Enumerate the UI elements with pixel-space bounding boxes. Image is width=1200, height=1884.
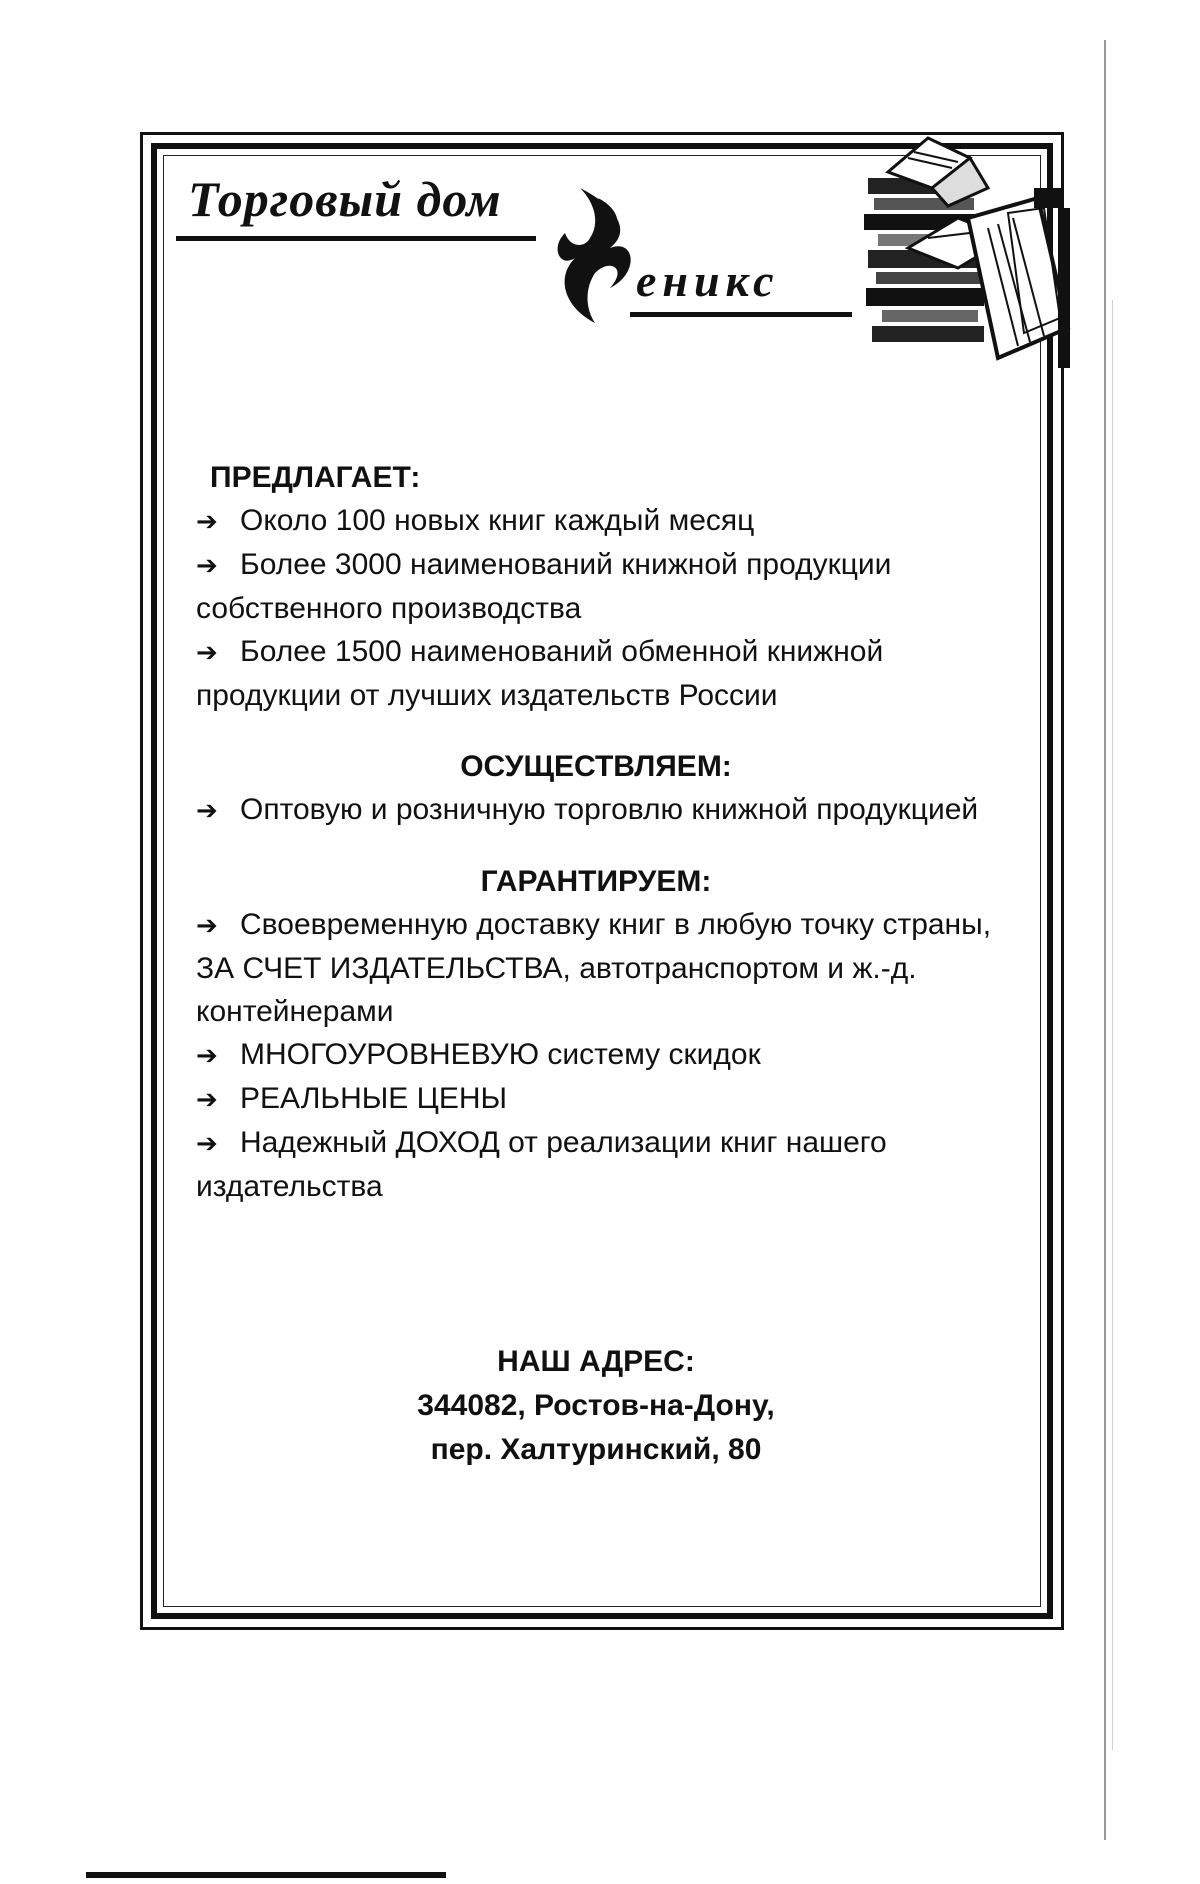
brand-underline-1 [176, 236, 536, 241]
guarantee-item-text: Надежный ДОХОД от реализации книг нашего издательства [196, 1126, 887, 1203]
brand-title-line2: еникс [636, 255, 780, 306]
offer-item-text: Более 1500 наименований обменной книжной продукции от лучших издательств России [196, 635, 884, 712]
brand-title-line1: Торговый дом [188, 171, 502, 227]
list-item [196, 499, 996, 543]
activity-item-text: Оптовую и розничную торговлю книжной продукцией [240, 793, 979, 826]
books-and-lamp-icon [848, 128, 1088, 368]
list-item [196, 1077, 996, 1121]
address-line-1: 344082, Ростов-на-Дону, [417, 1389, 775, 1422]
page-edge-line [1104, 40, 1106, 1840]
guarantee-item-text: РЕАЛЬНЫЕ ЦЕНЫ [240, 1082, 508, 1115]
offer-item-text: Около 100 новых книг каждый месяц [240, 504, 755, 537]
right-arrow-icon: ➔ [196, 1084, 218, 1114]
right-arrow-icon: ➔ [196, 1128, 218, 1158]
right-arrow-icon: ➔ [196, 795, 218, 825]
list-item [196, 630, 996, 717]
right-arrow-icon: ➔ [196, 550, 218, 580]
page-edge-line-secondary [1112, 300, 1113, 1750]
right-arrow-icon: ➔ [196, 1040, 218, 1070]
right-arrow-icon: ➔ [196, 637, 218, 667]
activities-heading: ОСУЩЕСТВЛЯЕМ: [460, 750, 732, 783]
list-item [196, 1121, 996, 1208]
list-item [196, 543, 996, 630]
advertisement-body [196, 456, 996, 1208]
list-item [196, 788, 996, 832]
address-block [196, 1340, 996, 1472]
right-arrow-icon: ➔ [196, 506, 218, 536]
list-item [196, 1033, 996, 1077]
list-item [196, 903, 996, 1033]
right-arrow-icon: ➔ [196, 910, 218, 940]
phoenix-logo-icon [540, 178, 650, 328]
address-heading: НАШ АДРЕС: [497, 1345, 695, 1378]
address-line-2: пер. Халтуринский, 80 [430, 1433, 762, 1466]
brand-underline-2 [630, 312, 852, 317]
guarantee-item-text: Своевременную доставку книг в любую точку страны, ЗА СЧЕТ ИЗДАТЕЛЬСТВА, автотранспортом и ж.-д. контейнерами [196, 908, 992, 1028]
guarantees-heading: ГАРАНТИРУЕМ: [480, 865, 712, 898]
page-bottom-rule [86, 1872, 446, 1878]
offer-item-text: Более 3000 наименований книжной продукции собственного производства [196, 548, 892, 625]
guarantee-item-text: МНОГОУРОВНЕВУЮ систему скидок [240, 1038, 761, 1071]
offers-heading: ПРЕДЛАГАЕТ: [210, 461, 421, 494]
